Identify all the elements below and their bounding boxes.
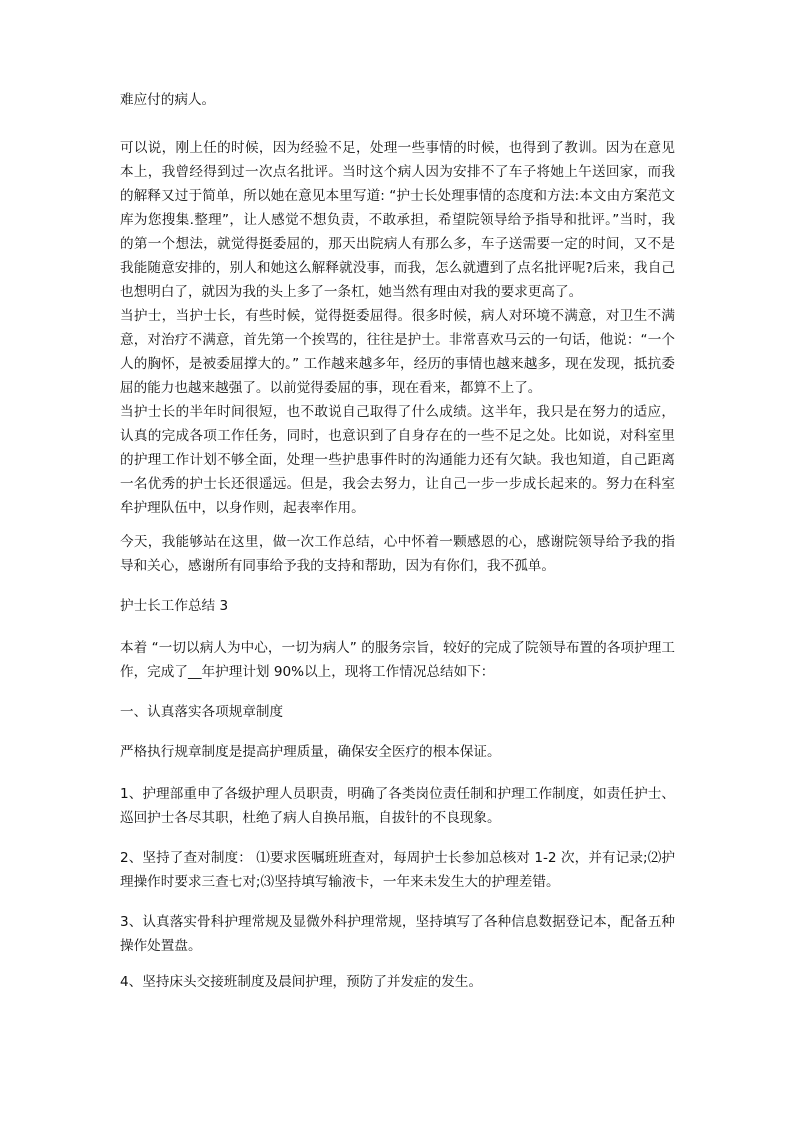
subheading-1: 一、认真落实各项规章制度 <box>120 704 284 720</box>
paragraph-5: 今天，我能够站在这里，做一次工作总结，心中怀着一颗感恩的心，感谢院领导给予我的指导和关心，感谢所有同事给予我的支持和帮助，因为有你们，我不孤单。 <box>120 534 675 574</box>
list-item-4: 4、坚持床头交接班制度及晨间护理，预防了并发症的发生。 <box>120 974 483 990</box>
list-item-2: 2、坚持了查对制度： ⑴要求医嘱班班查对，每周护士长参加总核对 1-2 次，并有记录;⑵护理操作时要求三查七对;⑶坚持填写输液卡，一年来未发生大的护理差错。 <box>120 850 675 890</box>
paragraph-7: 严格执行规章制度是提高护理质量，确保安全医疗的根本保证。 <box>120 744 501 760</box>
paragraph-3: 当护士，当护士长，有些时候，觉得挺委屈得。很多时候，病人对环境不满意，对卫生不满意，对治疗不满意，首先第一个挨骂的，往往是护士。非常喜欢马云的一句话，他说：“一个人的胸怀，是被委屈撑大的。” 工作越来越多年，经历的事情也越来越多，现在发现，抵抗委屈的能力也越来越强了。以前觉得委屈的事，现在看来，都算不上了。 <box>120 308 675 396</box>
list-item-3: 3、认真落实骨科护理常规及显微外科护理常规，坚持填写了各种信息数据登记本，配备五种操作处置盘。 <box>120 914 675 954</box>
section-heading-3: 护士长工作总结 3 <box>120 598 229 614</box>
paragraph-6: 本着 “一切以病人为中心，一切为病人” 的服务宗旨，较好的完成了院领导布置的各项护理工作，完成了__年护理计划 90%以上，现将工作情况总结如下： <box>120 640 675 680</box>
paragraph-2: 可以说，刚上任的时候，因为经验不足，处理一些事情的时候，也得到了教训。因为在意见本上，我曾经得到过一次点名批评。当时这个病人因为安排不了车子将她上午送回家，而我的解释又过于简单，所以她在意见本里写道: “护士长处理事情的态度和方法:本文由方案范文库为您搜集.整理”，让人感觉不想负责，不敢承担，希望院领导给予指导和批评。”当时，我的第一个想法，就觉得挺委屈的，那天出院病人有那么多，车子送需要一定的时间，又不是我能随意安排的，别人和她这么解释就没事，而我，怎么就遭到了点名批评呢?后来，我自己也想明白了，就因为我的头上多了一条杠，她当然有理由对我的要求更高了。 <box>120 140 675 300</box>
paragraph-4: 当护士长的半年时间很短，也不敢说自己取得了什么成绩。这半年，我只是在努力的适应，认真的完成各项工作任务，同时，也意识到了自身存在的一些不足之处。比如说，对科室里的护理工作计划不够全面，处理一些护患事件时的沟通能力还有欠缺。我也知道，自己距离一名优秀的护士长还很遥远。但是，我会去努力，让自己一步一步成长起来的。努力在科室牟护理队伍中，以身作则，起表率作用。 <box>120 404 675 516</box>
paragraph-1: 难应付的病人。 <box>120 92 216 108</box>
list-item-1: 1、护理部重申了各级护理人员职责，明确了各类岗位责任制和护理工作制度，如责任护士、巡回护士各尽其职，杜绝了病人自换吊瓶，自拔针的不良现象。 <box>120 786 675 826</box>
